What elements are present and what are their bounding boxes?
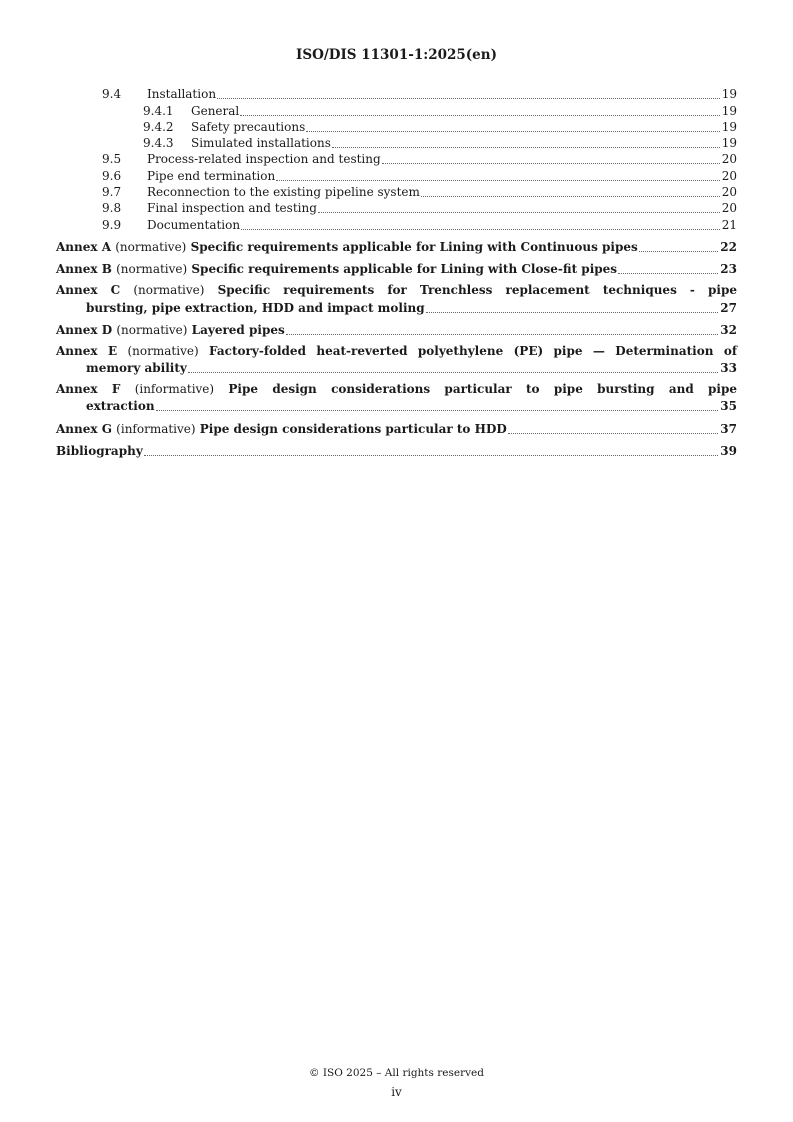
annex-kind: (informative) <box>134 382 215 397</box>
toc-title: Final inspection and testing <box>147 201 317 216</box>
toc-entry-9-4[interactable] <box>56 86 737 102</box>
toc-number: 9.7 <box>102 185 122 200</box>
annex-kind: (normative) <box>127 343 199 358</box>
toc-entry-9-4-1[interactable] <box>56 102 737 118</box>
toc-entry-9-9[interactable] <box>56 216 737 232</box>
annex-designation: Annex D <box>56 322 113 337</box>
dot-leader <box>332 144 720 148</box>
toc-entry-annex-b[interactable] <box>56 261 737 277</box>
dot-leader <box>318 209 720 213</box>
toc-entry-9-5[interactable] <box>56 151 737 167</box>
dot-leader <box>240 112 719 116</box>
annex-title: Specific requirements applicable for Lining with Continuous pipes <box>190 239 638 254</box>
toc-page: 19 <box>721 87 737 102</box>
toc-number: 9.4 <box>102 87 122 102</box>
dot-leader <box>426 309 719 313</box>
toc-entry-annex-e[interactable] <box>56 344 737 376</box>
toc-page: 20 <box>721 152 737 167</box>
toc-title: Installation <box>147 87 217 102</box>
dot-leader <box>156 407 719 411</box>
annex-title-line1: Pipe design considerations particular to pipe bursting and pipe <box>228 382 738 397</box>
toc-number: 9.5 <box>102 152 122 167</box>
annex-title-line2: bursting, pipe extraction, HDD and impact moling <box>86 300 425 315</box>
toc-title: Reconnection to the existing pipeline system <box>147 185 420 200</box>
toc-entry-annex-c[interactable] <box>56 283 737 315</box>
toc-entry-annex-a[interactable] <box>56 239 737 255</box>
toc-title: Bibliography <box>56 444 143 459</box>
toc-page: 22 <box>720 239 737 254</box>
annex-kind: (normative) <box>115 239 187 254</box>
toc-number: 9.4.3 <box>143 136 174 151</box>
toc-title: Documentation <box>147 217 241 232</box>
page-header: ISO/DIS 11301-1:2025(en) <box>296 47 497 63</box>
dot-leader <box>144 452 719 456</box>
toc-page: 23 <box>720 262 737 277</box>
toc-title: Pipe end termination <box>147 168 276 183</box>
toc-entry-annex-f[interactable] <box>56 382 737 414</box>
annex-title-line2: extraction <box>86 399 155 414</box>
toc-number: 9.6 <box>102 168 122 183</box>
dot-leader <box>421 193 720 197</box>
annex-title-line1: Factory-folded heat-reverted polyethylene (PE) pipe — Determination of <box>209 343 737 358</box>
toc-title: Simulated installations <box>191 136 331 151</box>
toc-page: 19 <box>721 119 737 134</box>
table-of-contents <box>56 86 737 459</box>
toc-number: 9.4.2 <box>143 119 174 134</box>
annex-kind: (normative) <box>116 322 188 337</box>
toc-entry-9-4-2[interactable] <box>56 119 737 135</box>
annex-designation: Annex C <box>56 283 121 298</box>
annex-designation: Annex G <box>56 421 112 436</box>
dot-leader <box>188 369 718 373</box>
annex-designation: Annex B <box>56 262 112 277</box>
toc-page: 37 <box>720 421 737 436</box>
dot-leader <box>382 160 720 164</box>
dot-leader <box>508 430 719 434</box>
annex-kind: (normative) <box>133 283 205 298</box>
dot-leader <box>241 226 720 230</box>
toc-entry-9-8[interactable] <box>56 200 737 216</box>
toc-page: 35 <box>720 399 737 414</box>
toc-page: 19 <box>721 103 737 118</box>
annex-designation: Annex E <box>56 343 118 358</box>
dot-leader <box>217 95 720 99</box>
annex-kind: (normative) <box>116 262 188 277</box>
dot-leader <box>618 270 718 274</box>
toc-entry-annex-d[interactable] <box>56 322 737 338</box>
dot-leader <box>306 128 719 132</box>
toc-page: 33 <box>720 361 737 376</box>
toc-entry-annex-g[interactable] <box>56 420 737 436</box>
dot-leader <box>276 177 720 181</box>
toc-page: 32 <box>720 322 737 337</box>
annex-title: Layered pipes <box>191 322 285 337</box>
toc-entry-9-4-3[interactable] <box>56 135 737 151</box>
toc-entry-9-7[interactable] <box>56 184 737 200</box>
toc-number: 9.9 <box>102 217 122 232</box>
annex-designation: Annex A <box>56 239 112 254</box>
annex-title-line1: Specific requirements for Trenchless replacement techniques - pipe <box>217 283 737 298</box>
page-number: iv <box>391 1085 402 1099</box>
toc-page: 20 <box>721 201 737 216</box>
annex-title: Specific requirements applicable for Lining with Close-fit pipes <box>191 262 618 277</box>
annex-designation: Annex F <box>56 382 121 397</box>
toc-page: 19 <box>721 136 737 151</box>
toc-number: 9.8 <box>102 201 122 216</box>
dot-leader <box>639 248 719 252</box>
toc-page: 39 <box>720 444 737 459</box>
toc-number: 9.4.1 <box>143 103 174 118</box>
toc-title: General <box>191 103 240 118</box>
toc-page: 20 <box>721 185 737 200</box>
annex-kind: (informative) <box>116 421 196 436</box>
toc-entry-9-6[interactable] <box>56 167 737 183</box>
toc-page: 20 <box>721 168 737 183</box>
toc-page: 27 <box>720 300 737 315</box>
copyright-notice: © ISO 2025 – All rights reserved <box>309 1067 484 1079</box>
toc-title: Safety precautions <box>191 119 306 134</box>
toc-entry-bibliography[interactable] <box>56 443 737 459</box>
toc-page: 21 <box>721 217 737 232</box>
toc-title: Process-related inspection and testing <box>147 152 381 167</box>
annex-title-line2: memory ability <box>86 361 187 376</box>
dot-leader <box>286 331 719 335</box>
annex-title: Pipe design considerations particular to HDD <box>199 421 507 436</box>
